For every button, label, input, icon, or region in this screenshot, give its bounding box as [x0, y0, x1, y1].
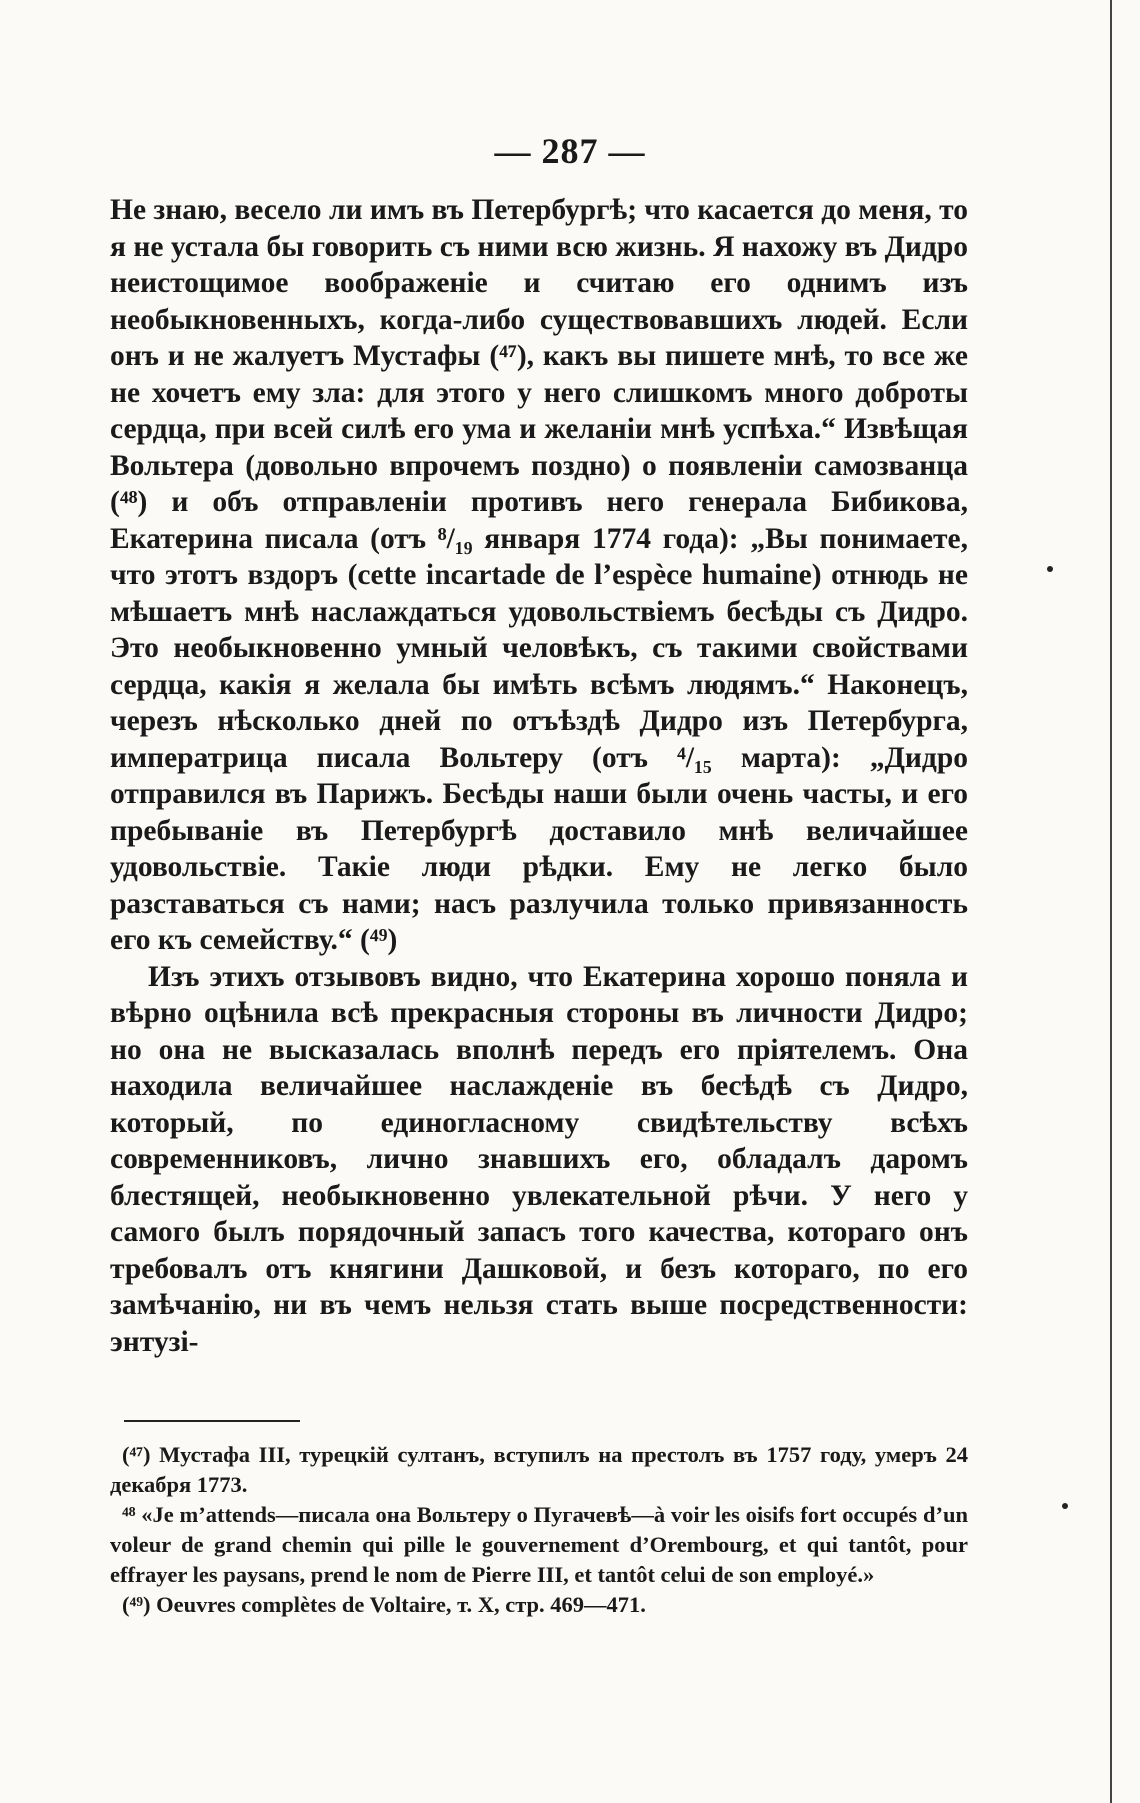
footnote: ⁴⁸ «Je m’attends—писала она Вольтеру о Пугачевѣ—à voir les oisifs fort occupés d’un voleur de grand chemin qui pille le gouvernement d’Orembourg, et qui tantôt, pour effrayer les paysans, prend le nom de Pierre III, et tantôt celui de son employé.» — [110, 1502, 968, 1587]
page-number: — 287 — — [494, 131, 646, 171]
page-edge-line — [1110, 0, 1112, 1803]
footnotes — [110, 1440, 968, 1620]
footnote-divider — [124, 1420, 300, 1422]
margin-dot — [1062, 1503, 1068, 1509]
footnote: (⁴⁹) Oeuvres complètes de Voltaire, т. X, стр. 469—471. — [122, 1592, 646, 1617]
paragraph: Изъ этихъ отзывовъ видно, что Екатерина хорошо поняла и вѣрно оцѣнила всѣ прекрасныя стороны въ личности Дидро; но она не высказалась вполнѣ передъ его прiятелемъ. Она находила величайшее наслажденiе въ бесѣдѣ съ Дидро, который, по единогласному свидѣтельству всѣхъ современниковъ, лично знавшихъ его, обладалъ даромъ блестящей, необыкновенно увлекательной рѣчи. У него у самого былъ порядочный запасъ того качества, котораго онъ требовалъ отъ княгини Дашковой, и безъ котораго, по его замѣчанiю, ни въ чемъ нельзя стать выше посредственности: энтузi- — [110, 960, 968, 1358]
footnote: (⁴⁷) Мустафа III, турецкiй султанъ, вступилъ на престолъ въ 1757 году, умеръ 24 декабря 1773. — [110, 1442, 968, 1497]
margin-dot — [1047, 566, 1053, 572]
paragraph: Не знаю, весело ли имъ въ Петербургѣ; что касается до меня, то я не устала бы говорить съ ними всю жизнь. Я нахожу въ Дидро неистощимое воображенiе и считаю его однимъ изъ необыкновенныхъ, когда-либо существовавшихъ людей. Если онъ и не жалуетъ Мустафы (⁴⁷), какъ вы пишете мнѣ, то все же не хочетъ ему зла: для этого у него слишкомъ много доброты сердца, при всей силѣ его ума и желанiи мнѣ успѣха.“ Извѣщая Вольтера (довольно впрочемъ поздно) о появленiи самозванца (⁴⁸) и объ отправленiи противъ него генерала Бибикова, Екатерина писала (отъ ⁸/₁₉ января 1774 года): „Вы понимаете, что этотъ вздоръ (cette incartade de l’espèce humaine) отнюдь не мѣшаетъ мнѣ наслаждаться удовольствiемъ бесѣды съ Дидро. Это необыкновенно умный человѣкъ, съ такими свойствами сердца, какiя я желала бы имѣть всѣмъ людямъ.“ Наконецъ, черезъ нѣсколько дней по отъѣздѣ Дидро изъ Петербурга, императрица писала Вольтеру (отъ ⁴/₁₅ марта): „Дидро отправился въ Парижъ. Бесѣды наши были очень часты, и его пребыванiе въ Петербургѣ доставило мнѣ величайшее удовольствiе. Такiе люди рѣдки. Ему не легко было разставаться съ нами; насъ разлучила только привязанность его къ семейству.“ (⁴⁹) — [110, 194, 968, 956]
body-text — [110, 192, 968, 1360]
